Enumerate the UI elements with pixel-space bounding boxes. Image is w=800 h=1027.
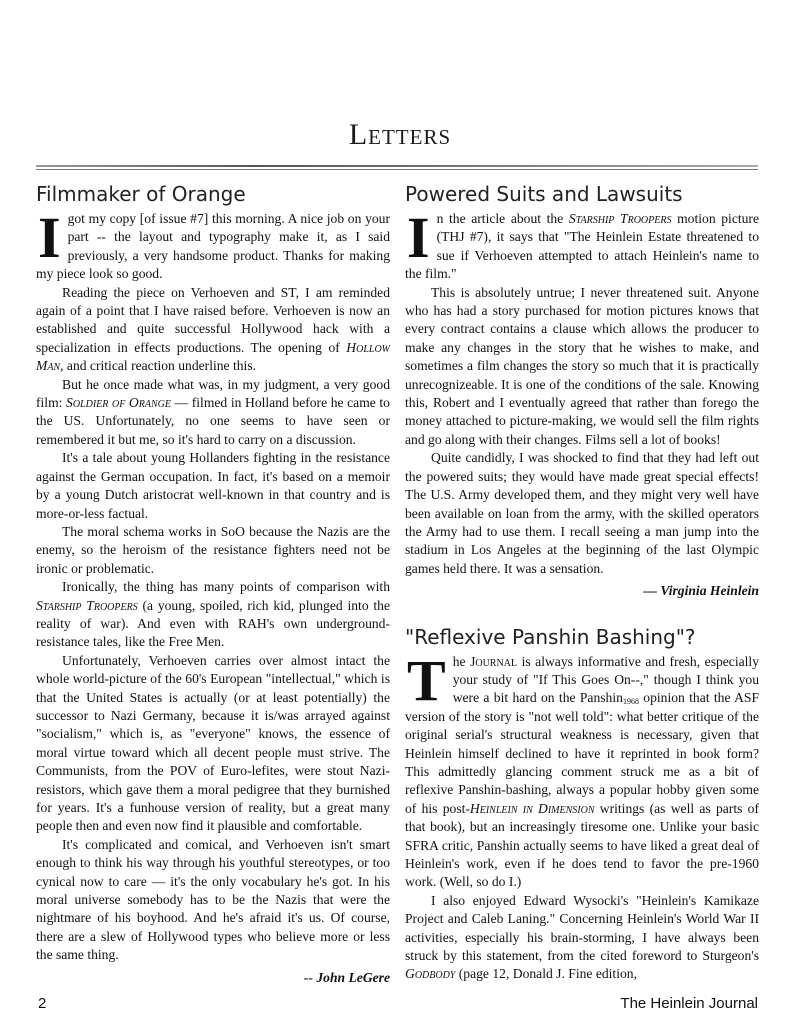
letter-paragraph <box>405 205 759 284</box>
paragraph-text: is always informative and fresh, especially your study of "If This Goes On--," though I think you were a bit hard on the Panshin <box>452 653 760 706</box>
year-subscript: 1968 <box>622 697 639 707</box>
letter-paragraph: Unfortunately, Verhoeven carries over almost intact the whole world-picture of the 60's European "intellectual," which is that the United States is actually (or at least potentially) the successor to Nazi Germany, because it is/was arrayed against "socialism," which is, as "everyone" knows, the essence of moral virtue toward which all decent people must strive. The Communists, from the POV of Euro-lefites, were stout Nazi-resistors, which gave them a moral pedigree that they burnished for years. It's a funhouse version of reality, but a great many people then and even now find it plausible and comfortable. <box>36 652 390 834</box>
left-column <box>36 180 390 987</box>
letter-heading: Filmmaker of Orange <box>36 182 246 206</box>
publication-name: The Heinlein Journal <box>620 995 758 1012</box>
book-title: Godbody <box>405 966 456 982</box>
journal-title: Journal <box>470 653 518 669</box>
drop-cap: T <box>407 647 446 713</box>
letter-heading: Powered Suits and Lawsuits <box>405 182 683 206</box>
book-title: Heinlein in Dimension <box>469 800 595 816</box>
letter-signature: -- John LeGere <box>303 969 390 985</box>
letter-heading: "Reflexive Panshin Bashing"? <box>405 624 696 649</box>
paragraph-text: Reading the piece on Verhoeven and ST, I am reminded again of a point that I have raised before. Verhoeven is now an established and quite successful Hollywood hack with a specialization in effects productions. The opening of <box>36 284 390 355</box>
drop-cap: I <box>38 205 61 270</box>
paragraph-text: n the article about the <box>436 211 569 226</box>
page-title: Letters <box>348 118 452 151</box>
letter-paragraph <box>405 647 760 892</box>
paragraph-text: I also enjoyed Edward Wysocki's "Heinlein's Kamikaze Project and Caleb Laning." Concerning Heinlein's World War II activities, especially his brain-storming, I have always been struck by this statement, from the cited foreword to Sturgeon's <box>405 892 759 964</box>
film-title: Starship Troopers <box>36 597 138 613</box>
paragraph-text: Ironically, the thing has many points of comparison with <box>62 579 390 595</box>
right-column <box>405 180 759 984</box>
drop-cap: I <box>407 205 430 270</box>
paragraph-text: — filmed in Holland before he came to the US. Unfortunately, no one seems to have seen or remembered it but me, so it's hard to carry on a discussion. <box>36 395 390 447</box>
paragraph-text: , and critical reaction underline this. <box>60 358 257 374</box>
letter-paragraph: Quite candidly, I was shocked to find that they had left out the powered suits; they would have made great special effects! The U.S. Army developed them, and they might very well have been available on loan from the army, with the skilled operators the Army had to use them. I recall seeing a man jump into the stadium in Los Angeles at the beginning of the last Olympic games held there. It was a sensation. <box>405 450 759 576</box>
paragraph-text: writings (as well as parts of that book), but an increasingly tiresome one. Unlike your basic SFRA critic, Panshin actually seems to have liked a great deal of Heinlein's work, even if he does tend to favor the pre-1960 work. (Well, so do I.) <box>405 800 759 890</box>
letter-signature: — Virginia Heinlein <box>643 583 759 599</box>
paragraph-text: got my copy [of issue #7] this morning. A nice job on your part -- the layout and typography make it, as I said previously, a very handsome product. Thanks for making my piece look so good. <box>36 211 390 282</box>
letter-paragraph <box>36 284 390 376</box>
letter-paragraph <box>36 578 390 652</box>
paragraph-text: But he once made what was, in my judgment, a very good film: <box>36 376 390 411</box>
letter-paragraph: The moral schema works in SoO because the Nazis are the enemy, so the heroism of the resistance fighters need not be ironic or problematic. <box>36 523 390 576</box>
paragraph-text: motion picture (THJ #7), it says that "The Heinlein Estate threatened to sue if Verhoeven attempted to attach Heinlein's name to the film." <box>405 211 759 282</box>
title-rule <box>36 165 758 170</box>
paragraph-text: opinion that the ASF version of the story is "not well told": what better critique of the original serial's structural weakness is necessary, given that Heinlein himself declined to have it reprinted in book form? This admittedly glancing comment struck me as a bit of reflexive Panshin-bashing, always a popular hobby given some of his post- <box>405 690 760 816</box>
letter-paragraph: This is absolutely untrue; I never threatened suit. Anyone who has had a story purchased for motion pictures knows that every contract contains a clause which allows the producer to make any changes in the story that he wishes to make, and sometimes a film changes the story so much that it is practically unrecognizeable. It is one of the conditions of the sale. Knowing this, Robert and I eventually agreed that rather than forego the money attached to picture-making, we would sell the film rights and go along with their changes. Films sell a lot of books! <box>405 284 759 447</box>
letter-paragraph <box>405 892 759 984</box>
letter-paragraph: It's complicated and comical, and Verhoeven isn't smart enough to think his way through his youthful stereotypes, or too cynical now to care — it's the only vocabulary he's got. In his moral universe somebody has to be the Nazis that were the nightmare of his boyhood. And he's afraid it's us. Of course, there are a slew of Hollywood types who believe more or less the same thing. <box>36 836 390 963</box>
film-title: Hollow Man <box>36 339 390 374</box>
paragraph-text: (a young, spoiled, rich kid, plunged into the reality of war). And even with RAH's own underground-resistance tales, like the Free Men. <box>36 597 390 650</box>
film-title: Starship Troopers <box>568 211 672 226</box>
page-footer <box>36 994 758 1014</box>
letter-paragraph: It's a tale about young Hollanders fighting in the resistance against the German occupation. In fact, it's based on a memoir by a young Dutch aristocrat well-known in that country and is more-or-less factual. <box>36 450 390 521</box>
paragraph-text: he <box>452 653 471 669</box>
letter-paragraph <box>36 376 390 450</box>
letter-paragraph <box>36 205 390 284</box>
page-number: 2 <box>38 995 47 1012</box>
paragraph-text: (page 12, Donald J. Fine edition, <box>455 966 637 982</box>
film-title: Soldier of Orange <box>66 395 171 411</box>
